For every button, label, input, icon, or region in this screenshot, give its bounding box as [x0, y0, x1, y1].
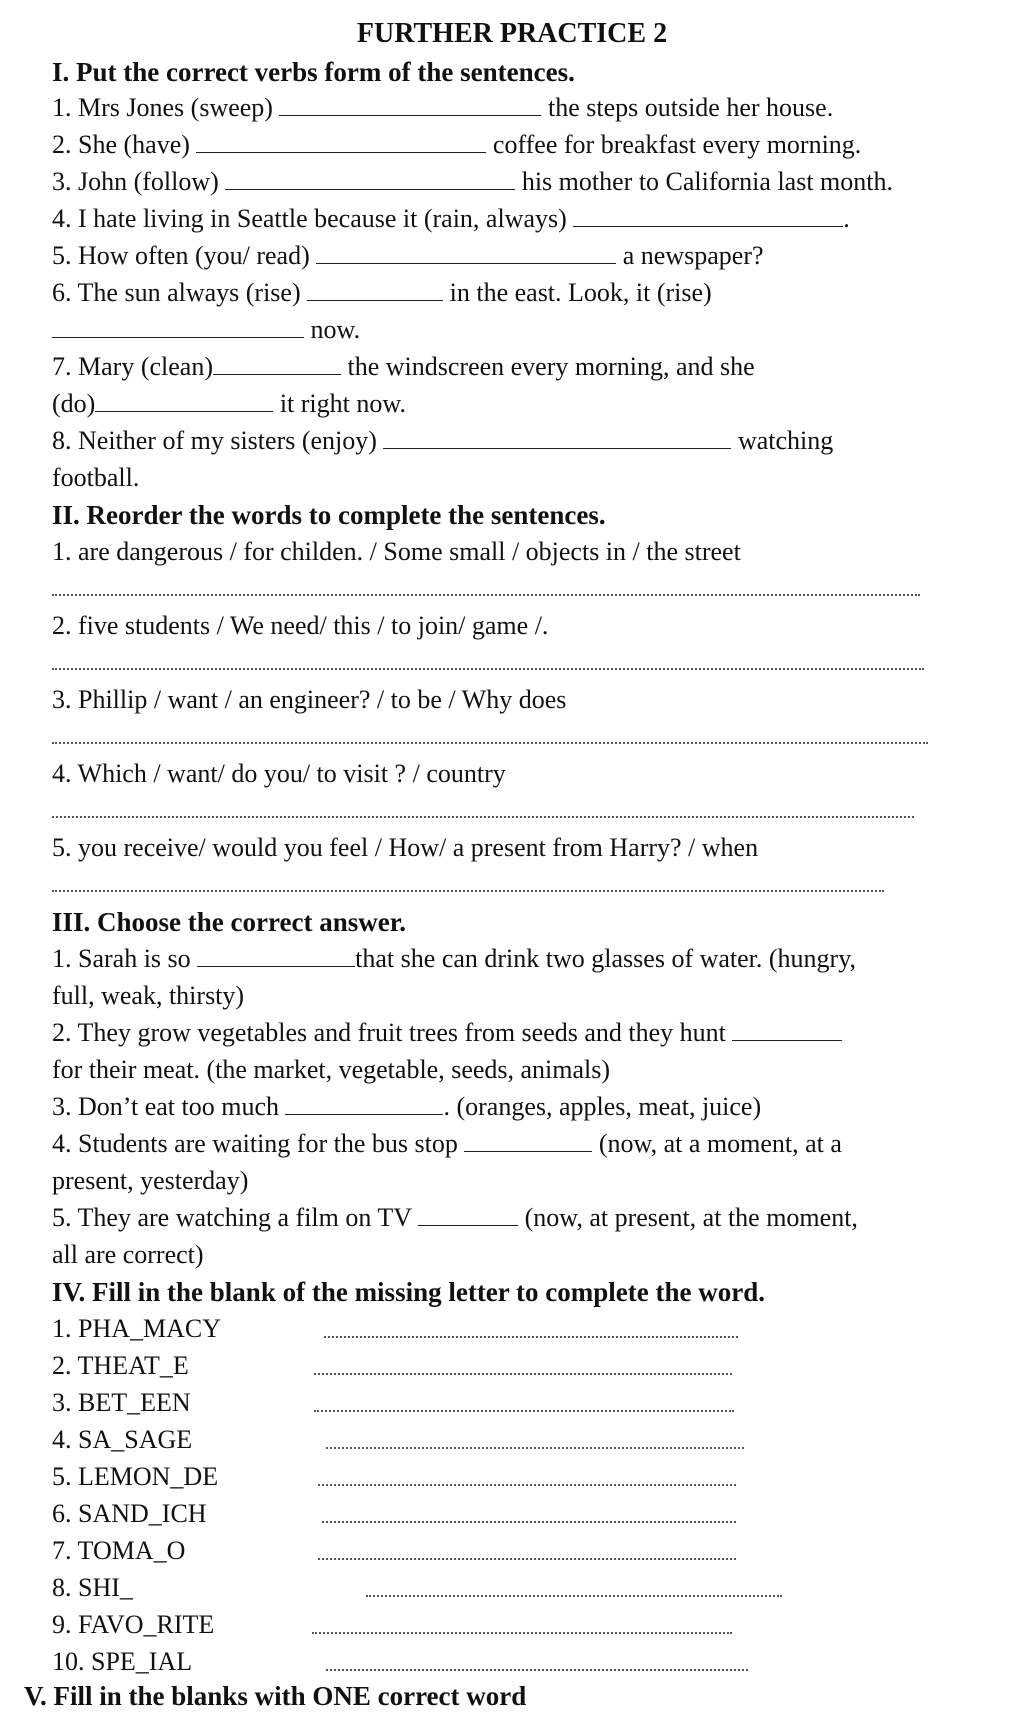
reorder-item-2: 2. five students / We need/ this / to join/ game /. [52, 611, 549, 640]
answer-blank[interactable] [196, 130, 486, 153]
answer-dotted-line[interactable] [314, 1410, 734, 1412]
answer-dotted-line[interactable] [52, 594, 920, 596]
answer-blank[interactable] [95, 389, 273, 412]
answer-dotted-line[interactable] [52, 668, 924, 670]
s3-line-9: all are correct) [52, 1240, 204, 1269]
word-item-10: 10. SPE_IAL [52, 1647, 193, 1676]
answer-blank[interactable] [213, 352, 341, 375]
s1-line-11: football. [52, 463, 140, 492]
word-item-3: 3. BET_EEN [52, 1388, 191, 1417]
section-1-heading: I. Put the correct verbs form of the sentences. [52, 57, 575, 87]
section-4-heading: IV. Fill in the blank of the missing letter to complete the word. [52, 1277, 765, 1307]
reorder-item-1: 1. are dangerous / for childen. / Some small / objects in / the street [52, 537, 741, 566]
s1-line-5: 5. How often (you/ read) a newspaper? [52, 241, 764, 270]
section-5-heading: V. Fill in the blanks with ONE correct word [24, 1681, 527, 1711]
s3-line-1: 1. Sarah is so that she can drink two glasses of water. (hungry, [52, 944, 857, 973]
reorder-item-3: 3. Phillip / want / an engineer? / to be / Why does [52, 685, 567, 714]
answer-blank[interactable] [418, 1203, 518, 1226]
s3-line-6: 4. Students are waiting for the bus stop (now, at a moment, at a [52, 1129, 842, 1158]
answer-dotted-line[interactable] [366, 1595, 782, 1597]
word-item-1: 1. PHA_MACY [52, 1314, 222, 1343]
section-3-heading: III. Choose the correct answer. [52, 907, 406, 937]
s1-line-4: 4. I hate living in Seattle because it (rain, always) . [52, 204, 850, 233]
word-item-7: 7. TOMA_O [52, 1536, 186, 1565]
reorder-item-4: 4. Which / want/ do you/ to visit ? / country [52, 759, 506, 788]
s1-line-2: 2. She (have) coffee for breakfast every morning. [52, 130, 862, 159]
s3-line-8: 5. They are watching a film on TV (now, at present, at the moment, [52, 1203, 858, 1232]
answer-blank[interactable] [197, 944, 355, 967]
s1-line-8: 7. Mary (clean) the windscreen every morning, and she [52, 352, 755, 381]
s1-line-3: 3. John (follow) his mother to California last month. [52, 167, 894, 196]
answer-dotted-line[interactable] [52, 890, 884, 892]
answer-dotted-line[interactable] [322, 1521, 736, 1523]
s1-line-10: 8. Neither of my sisters (enjoy) watching [52, 426, 834, 455]
answer-dotted-line[interactable] [318, 1484, 736, 1486]
s3-line-5: 3. Don’t eat too much . (oranges, apples, meat, juice) [52, 1092, 762, 1121]
s1-line-1: 1. Mrs Jones (sweep) the steps outside her house. [52, 93, 834, 122]
s3-line-4: for their meat. (the market, vegetable, seeds, animals) [52, 1055, 611, 1084]
answer-blank[interactable] [383, 426, 731, 449]
reorder-item-5: 5. you receive/ would you feel / How/ a present from Harry? / when [52, 833, 759, 862]
s3-line-2: full, weak, thirsty) [52, 981, 245, 1010]
word-item-6: 6. SAND_ICH [52, 1499, 207, 1528]
answer-dotted-line[interactable] [326, 1669, 748, 1671]
answer-blank[interactable] [573, 204, 843, 227]
answer-blank[interactable] [52, 315, 304, 338]
s1-line-6: 6. The sun always (rise) in the east. Look, it (rise) [52, 278, 712, 307]
word-item-4: 4. SA_SAGE [52, 1425, 193, 1454]
word-item-5: 5. LEMON_DE [52, 1462, 219, 1491]
answer-dotted-line[interactable] [318, 1558, 736, 1560]
answer-dotted-line[interactable] [324, 1336, 738, 1338]
answer-dotted-line[interactable] [52, 742, 928, 744]
s3-line-7: present, yesterday) [52, 1166, 249, 1195]
answer-blank[interactable] [279, 93, 541, 116]
answer-dotted-line[interactable] [326, 1447, 744, 1449]
word-item-9: 9. FAVO_RITE [52, 1610, 215, 1639]
answer-blank[interactable] [316, 241, 616, 264]
answer-blank[interactable] [285, 1092, 443, 1115]
page-title: FURTHER PRACTICE 2 [356, 18, 668, 49]
s1-line-9: (do) it right now. [52, 389, 406, 418]
answer-blank[interactable] [464, 1129, 592, 1152]
section-2-heading: II. Reorder the words to complete the sentences. [52, 500, 606, 530]
answer-dotted-line[interactable] [314, 1373, 732, 1375]
s3-line-3: 2. They grow vegetables and fruit trees from seeds and they hunt [52, 1016, 842, 1050]
word-item-2: 2. THEAT_E [52, 1351, 189, 1380]
word-item-8: 8. SHI_ [52, 1573, 133, 1602]
s1-line-7: now. [52, 313, 360, 347]
answer-blank[interactable] [225, 167, 515, 190]
answer-dotted-line[interactable] [52, 816, 914, 818]
answer-dotted-line[interactable] [312, 1632, 732, 1634]
answer-blank[interactable] [307, 278, 443, 301]
answer-blank[interactable] [732, 1018, 842, 1041]
